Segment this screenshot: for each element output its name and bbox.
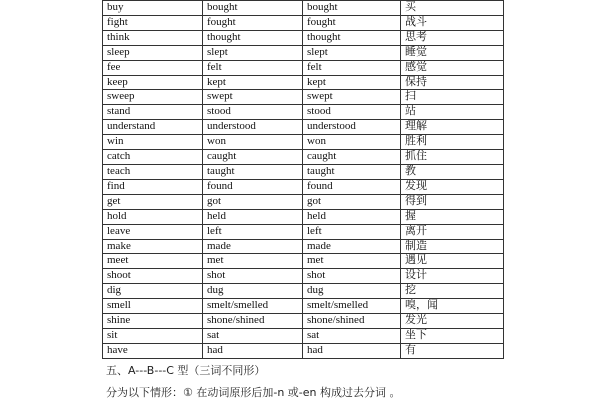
past-tense-cell: left [203, 224, 303, 239]
table-row [103, 299, 504, 314]
table-row [103, 15, 504, 30]
meaning-cell: 感觉 [401, 60, 504, 75]
base-form-cell: find [103, 179, 203, 194]
meaning-cell: 思考 [401, 30, 504, 45]
table-row [103, 75, 504, 90]
table-row [103, 45, 504, 60]
base-form-cell: leave [103, 224, 203, 239]
base-form-cell: think [103, 30, 203, 45]
meaning-cell: 抓住 [401, 150, 504, 165]
past-tense-cell: shot [203, 269, 303, 284]
base-form-cell: sit [103, 328, 203, 343]
base-form-cell: fight [103, 15, 203, 30]
table-row [103, 328, 504, 343]
past-tense-cell: slept [203, 45, 303, 60]
meaning-cell: 制造 [401, 239, 504, 254]
base-form-cell: get [103, 194, 203, 209]
irregular-verbs-table [102, 0, 504, 359]
table-row [103, 1, 504, 16]
past-tense-cell: kept [203, 75, 303, 90]
past-tense-cell: made [203, 239, 303, 254]
table-row [103, 254, 504, 269]
base-form-cell: smell [103, 299, 203, 314]
base-form-cell: understand [103, 120, 203, 135]
past-tense-cell: taught [203, 164, 303, 179]
meaning-cell: 得到 [401, 194, 504, 209]
past-participle-cell: felt [303, 60, 401, 75]
base-form-cell: dig [103, 284, 203, 299]
table-row [103, 30, 504, 45]
past-tense-cell: smelt/smelled [203, 299, 303, 314]
past-tense-cell: got [203, 194, 303, 209]
past-tense-cell: felt [203, 60, 303, 75]
past-participle-cell: understood [303, 120, 401, 135]
table-row [103, 343, 504, 358]
past-tense-cell: won [203, 135, 303, 150]
table-row [103, 135, 504, 150]
past-tense-cell: held [203, 209, 303, 224]
meaning-cell: 坐下 [401, 328, 504, 343]
table-row [103, 314, 504, 329]
base-form-cell: fee [103, 60, 203, 75]
past-tense-cell: dug [203, 284, 303, 299]
past-tense-cell: understood [203, 120, 303, 135]
meaning-cell: 扫 [401, 90, 504, 105]
past-participle-cell: smelt/smelled [303, 299, 401, 314]
past-participle-cell: dug [303, 284, 401, 299]
past-participle-cell: won [303, 135, 401, 150]
past-participle-cell: kept [303, 75, 401, 90]
meaning-cell: 睡觉 [401, 45, 504, 60]
past-participle-cell: got [303, 194, 401, 209]
past-tense-cell: swept [203, 90, 303, 105]
section-title: 五、A---B---C 型（三词不同形） [106, 364, 266, 377]
past-participle-cell: swept [303, 90, 401, 105]
meaning-cell: 有 [401, 343, 504, 358]
table-row [103, 284, 504, 299]
meaning-cell: 胜利 [401, 135, 504, 150]
past-participle-cell: found [303, 179, 401, 194]
table-row [103, 194, 504, 209]
past-participle-cell: left [303, 224, 401, 239]
past-participle-cell: met [303, 254, 401, 269]
past-participle-cell: sat [303, 328, 401, 343]
past-tense-cell: met [203, 254, 303, 269]
past-participle-cell: bought [303, 1, 401, 16]
past-participle-cell: shot [303, 269, 401, 284]
past-participle-cell: stood [303, 105, 401, 120]
table-row [103, 120, 504, 135]
base-form-cell: shine [103, 314, 203, 329]
base-form-cell: hold [103, 209, 203, 224]
table-row [103, 150, 504, 165]
table-row [103, 164, 504, 179]
past-tense-cell: stood [203, 105, 303, 120]
table-row [103, 224, 504, 239]
base-form-cell: shoot [103, 269, 203, 284]
past-tense-cell: fought [203, 15, 303, 30]
verbs-table-body [103, 1, 504, 359]
base-form-cell: have [103, 343, 203, 358]
past-participle-cell: shone/shined [303, 314, 401, 329]
meaning-cell: 握 [401, 209, 504, 224]
meaning-cell: 教 [401, 164, 504, 179]
past-participle-cell: made [303, 239, 401, 254]
table-row [103, 105, 504, 120]
past-tense-cell: bought [203, 1, 303, 16]
table-row [103, 179, 504, 194]
base-form-cell: sweep [103, 90, 203, 105]
past-tense-cell: shone/shined [203, 314, 303, 329]
table-row [103, 209, 504, 224]
past-participle-cell: had [303, 343, 401, 358]
past-participle-cell: slept [303, 45, 401, 60]
meaning-cell: 买 [401, 1, 504, 16]
meaning-cell: 发光 [401, 314, 504, 329]
meaning-cell: 离开 [401, 224, 504, 239]
past-tense-cell: found [203, 179, 303, 194]
past-tense-cell: had [203, 343, 303, 358]
past-participle-cell: thought [303, 30, 401, 45]
past-participle-cell: fought [303, 15, 401, 30]
past-tense-cell: thought [203, 30, 303, 45]
past-tense-cell: caught [203, 150, 303, 165]
past-participle-cell: caught [303, 150, 401, 165]
base-form-cell: keep [103, 75, 203, 90]
past-tense-cell: sat [203, 328, 303, 343]
base-form-cell: meet [103, 254, 203, 269]
base-form-cell: buy [103, 1, 203, 16]
base-form-cell: make [103, 239, 203, 254]
base-form-cell: teach [103, 164, 203, 179]
meaning-cell: 站 [401, 105, 504, 120]
meaning-cell: 遇见 [401, 254, 504, 269]
past-participle-cell: taught [303, 164, 401, 179]
section-note: 分为以下情形：① 在动词原形后加-n 或-en 构成过去分词 。 [106, 386, 401, 399]
base-form-cell: catch [103, 150, 203, 165]
table-row [103, 60, 504, 75]
table-row [103, 239, 504, 254]
meaning-cell: 设计 [401, 269, 504, 284]
meaning-cell: 战斗 [401, 15, 504, 30]
meaning-cell: 理解 [401, 120, 504, 135]
past-participle-cell: held [303, 209, 401, 224]
meaning-cell: 挖 [401, 284, 504, 299]
meaning-cell: 嗅，闻 [401, 299, 504, 314]
meaning-cell: 发现 [401, 179, 504, 194]
base-form-cell: sleep [103, 45, 203, 60]
table-row [103, 269, 504, 284]
table-row [103, 90, 504, 105]
meaning-cell: 保持 [401, 75, 504, 90]
base-form-cell: win [103, 135, 203, 150]
base-form-cell: stand [103, 105, 203, 120]
